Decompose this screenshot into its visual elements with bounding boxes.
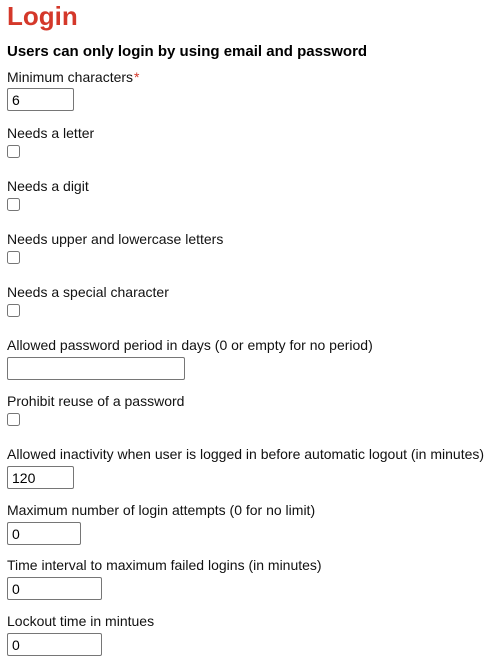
lockout-time-field xyxy=(7,613,154,656)
failed-interval-label: Time interval to maximum failed logins (in minutes) xyxy=(7,557,322,573)
inactivity-field xyxy=(7,446,484,489)
failed-interval-field xyxy=(7,557,322,600)
needs-letter-checkbox[interactable] xyxy=(7,145,20,158)
needs-special-field xyxy=(7,284,169,317)
password-period-field xyxy=(7,337,373,380)
needs-case-checkbox[interactable] xyxy=(7,251,20,264)
needs-case-field xyxy=(7,231,223,264)
required-marker: * xyxy=(134,69,140,85)
max-attempts-field xyxy=(7,502,315,545)
lockout-time-label: Lockout time in mintues xyxy=(7,613,155,629)
needs-special-label: Needs a special character xyxy=(7,284,169,300)
min-chars-label-text: Minimum characters xyxy=(7,69,134,85)
max-attempts-label: Maximum number of login attempts (0 for no limit) xyxy=(7,502,316,518)
needs-digit-checkbox[interactable] xyxy=(7,198,20,211)
section-subtitle: Users can only login by using email and password xyxy=(7,43,368,60)
inactivity-label: Allowed inactivity when user is logged in before automatic logout (in minutes) xyxy=(7,446,485,462)
needs-letter-label: Needs a letter xyxy=(7,125,95,141)
min-chars-field xyxy=(7,69,139,111)
min-chars-input[interactable] xyxy=(7,88,74,111)
password-period-label: Allowed password period in days (0 or empty for no period) xyxy=(7,337,373,353)
prohibit-reuse-field xyxy=(7,393,184,426)
min-chars-label xyxy=(7,69,139,85)
prohibit-reuse-checkbox[interactable] xyxy=(7,413,20,426)
page-title: Login xyxy=(7,1,78,31)
needs-case-label: Needs upper and lowercase letters xyxy=(7,231,224,247)
failed-interval-input[interactable] xyxy=(7,577,102,600)
lockout-time-input[interactable] xyxy=(7,633,102,656)
max-attempts-input[interactable] xyxy=(7,522,81,545)
inactivity-input[interactable] xyxy=(7,466,74,489)
prohibit-reuse-label: Prohibit reuse of a password xyxy=(7,393,185,409)
needs-digit-label: Needs a digit xyxy=(7,178,89,194)
needs-digit-field xyxy=(7,178,89,211)
password-period-input[interactable] xyxy=(7,357,185,380)
needs-letter-field xyxy=(7,125,94,158)
needs-special-checkbox[interactable] xyxy=(7,304,20,317)
